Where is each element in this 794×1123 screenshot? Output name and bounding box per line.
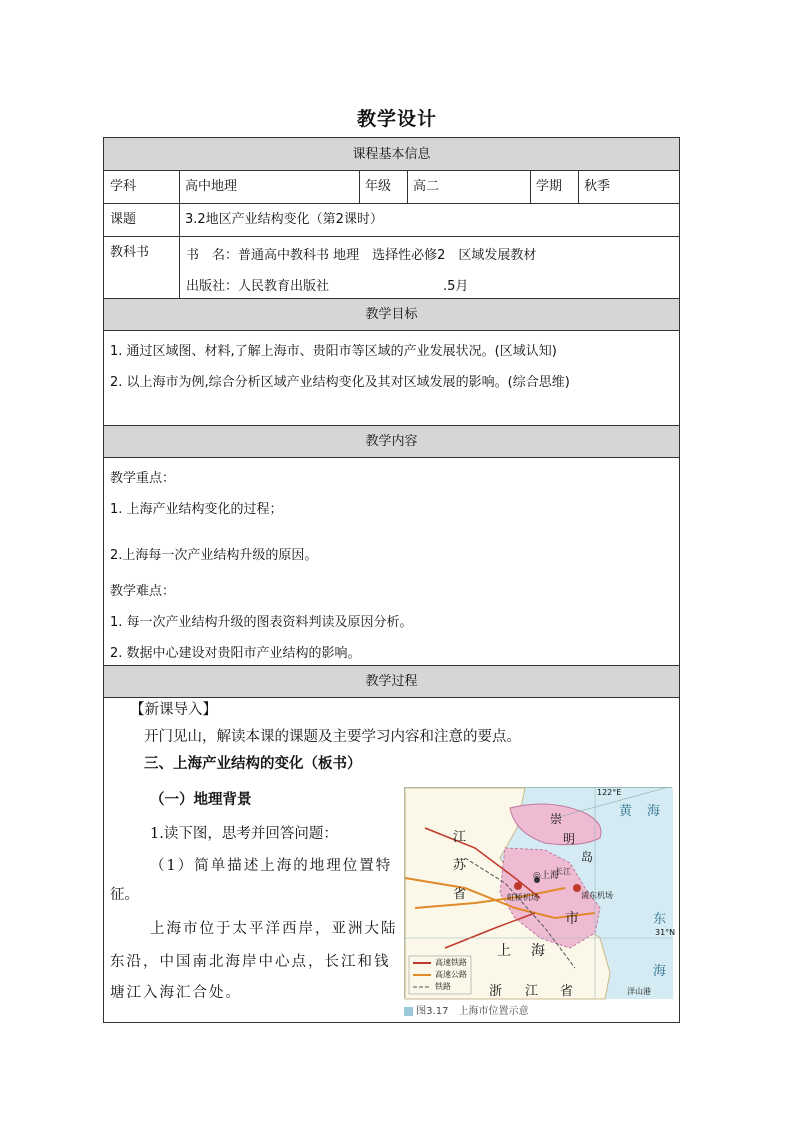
document-title: 教学设计 [356,108,437,130]
map-label-chong: 崇 [550,812,563,826]
map-label-ming: 明 [563,832,576,846]
question-prompt: 1.读下图，思考并回答问题： [150,826,338,842]
difficult-point-2: 2. 数据中心建设对贵阳市产业结构的影响。 [110,646,361,661]
answer-line-3: 塘江入海汇合处。 [110,985,242,1001]
textbook-name: 书 名：普通高中教科书 地理 选择性必修2 区域发展教材 [186,248,537,263]
textbook-label: 教科书 [110,245,150,260]
grade-label: 年级 [365,179,392,194]
textbook-publish-month: .5月 [443,279,469,294]
map-label-shi: 市 [565,911,579,927]
map-caption [404,1002,528,1017]
goals-body [104,331,679,426]
board-heading: 三、上海产业结构的变化（板书） [144,756,362,772]
map-label-huang: 黄 [619,804,633,819]
map-caption-text: 图3.17 上海市位置示意 [416,1006,529,1017]
topic-value: 3.2地区产业结构变化（第2课时） [185,212,383,227]
section-process: 教学过程 [104,666,679,698]
map-label-sheng2: 省 [560,984,574,999]
map-label-latitude: 31°N [655,928,676,937]
key-point-2: 2.上海每一次产业结构升级的原因。 [110,548,318,563]
map-label-hai2: 海 [531,943,545,959]
content-body [104,458,679,666]
subject-value: 高中地理 [185,179,238,194]
difficult-point-1: 1. 每一次产业结构升级的图表资料判读及原因分析。 [110,615,413,630]
legend-expressway: 高速公路 [435,970,467,979]
map-label-city: ◎上海 [533,871,559,881]
info-row-subject [104,171,679,204]
legend-high-speed-rail: 高速铁路 [435,958,467,967]
map-label-yangshan: 洋山港 [627,987,651,996]
map-label-jiang2: 江 [525,984,539,999]
info-row-topic [104,204,679,237]
map-label-su: 苏 [453,858,467,873]
term-value: 秋季 [584,179,611,194]
answer-line-2: 东沿，中国南北海岸中心点，长江和钱 [110,954,391,970]
map-label-hai3: 海 [653,964,667,979]
textbook-publisher: 出版社：人民教育出版社 [186,279,330,294]
section-goals: 教学目标 [104,299,679,331]
answer-line-1: 上海市位于太平洋西岸，亚洲大陆 [150,921,398,937]
intro-text: 开门见山，解读本课的课题及主要学习内容和注意的要点。 [144,729,521,745]
map-label-hongqiao: 虹桥机场 [507,893,539,902]
map-label-jiang: 江 [453,830,467,845]
map-label-dong: 东 [653,912,667,927]
key-point-1: 1. 上海产业结构变化的过程； [110,502,283,517]
map-label-sheng: 省 [453,887,467,902]
key-points-heading: 教学重点： [110,471,176,486]
subject-label: 学科 [110,179,137,194]
caption-marker-icon [404,1007,413,1016]
goal-item-2: 2. 以上海市为例,综合分析区域产业结构变化及其对区域发展的影响。(综合思维) [110,375,570,390]
map-label-pudong: 浦东机场 [581,891,613,900]
goal-item-1: 1. 通过区域图、材料,了解上海市、贵阳市等区域的产业发展状况。(区域认知) [110,344,557,359]
shanghai-location-map [404,787,676,999]
section-basic-info: 课程基本信息 [104,138,679,171]
legend-railway: 铁路 [435,982,451,991]
map-label-hai: 海 [647,804,661,819]
question-1-line-1: （1）简单描述上海的地理位置特 [150,858,393,874]
map-label-dao: 岛 [581,850,594,864]
map-label-shang: 上 [497,943,511,959]
section-content: 教学内容 [104,426,679,458]
map-label-longitude: 122°E [597,788,622,797]
term-label: 学期 [536,179,563,194]
map-label-changjiang: 长江 [555,867,571,876]
topic-label: 课题 [110,212,137,227]
difficult-points-heading: 教学难点： [110,584,176,599]
info-row-textbook [104,237,679,299]
grade-value: 高二 [413,179,440,194]
question-1-line-2: 征。 [110,887,139,903]
intro-heading: 【新课导入】 [130,702,217,718]
map-label-zhe: 浙 [489,984,503,999]
sub-heading-background: （一）地理背景 [150,792,252,808]
